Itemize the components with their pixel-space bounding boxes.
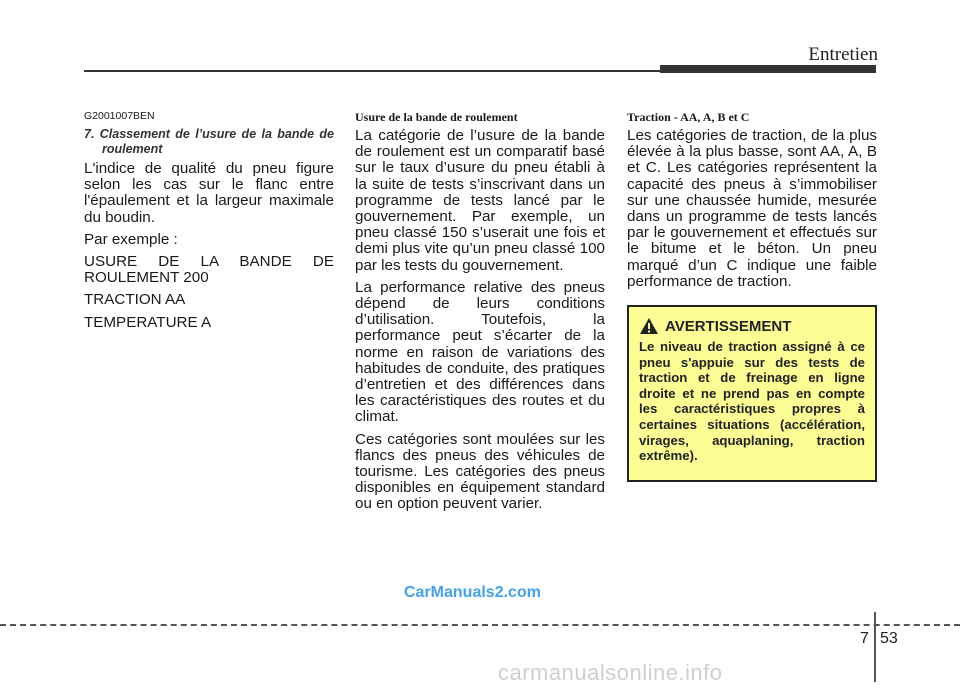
paragraph: Ces catégories sont moulées sur les flancs des pneus des véhicules de tourisme. Les catégories des pneus disponibles en équipement standard ou en option peuvent varier. [355,430,605,513]
watermark-link[interactable]: CarManuals2.com [404,584,541,601]
site-watermark: carmanualsonline.info [498,660,723,685]
warning-text: Le niveau de traction assigné à ce pneu s'appuie sur des tests de traction et de freinage en ligne droite et ne prend pas en compte les caractéristiques propres à certaines situations (accélération, virages, aquaplaning, traction extrême). [639,339,865,464]
section-title: 7. Classement de l’usure de la bande de roulement [84,127,334,156]
paragraph: USURE DE LA BANDE DE ROULEMENT 200 [84,253,334,287]
subsection-title: Usure de la bande de roulement [355,110,518,124]
subsection-title: Traction - AA, A, B et C [627,110,750,124]
footer-divider [874,612,876,682]
warning-title: AVERTISSEMENT [665,317,792,335]
header-rule-thin [84,70,664,72]
warning-box [627,305,877,482]
warning-triangle-icon [639,317,659,335]
paragraph: TEMPERATURE A [84,313,212,331]
page-number: 53 [880,630,898,647]
page-section-number: 7 [860,630,869,647]
paragraph: Les catégories de traction, de la plus élevée à la plus basse, sont AA, A, B et C. Les catégories représentent la capacité des pneus à s’immobiliser sur une chaussée humide, mesurée dans un programme de tests lancés par le gouvernement et effectués sur le bitume et le béton. Un pneu marqué d’un C indique une faible performance de traction. [627,127,877,290]
paragraph: L'indice de qualité du pneu figure selon les cas sur le flanc entre l'épaulement et la largeur maximale du boudin. [84,160,334,226]
paragraph: La performance relative des pneus dépend de leurs conditions d’utilisation. Toutefois, la performance peut s’écarter de la norme en raison de variations des habitudes de conduite, des pratiques d’entretien et des différences dans les caractéristiques des routes et du climat. [355,278,605,426]
column-2 [355,110,605,519]
paragraph: Par exemple : [84,230,178,248]
warning-header [639,317,865,335]
column-3 [627,110,877,296]
paragraph: TRACTION AA [84,291,186,309]
footer-rule [0,624,960,626]
paragraph: La catégorie de l’usure de la bande de roulement est un comparatif basé sur le taux d’usure du pneu établi à la suite de tests s’inscrivant dans un programme de tests lancé par le gouvernement. Par exemple, un pneu classé 150 s’userait une fois et demi plus vite qu’un pneu classé 100 par les tests du gouvernement. [355,127,605,274]
column-1 [84,110,334,337]
header-rule-thick [660,65,876,73]
page-header-title: Entretien [808,44,878,65]
section-code: G2001007BEN [84,110,155,122]
